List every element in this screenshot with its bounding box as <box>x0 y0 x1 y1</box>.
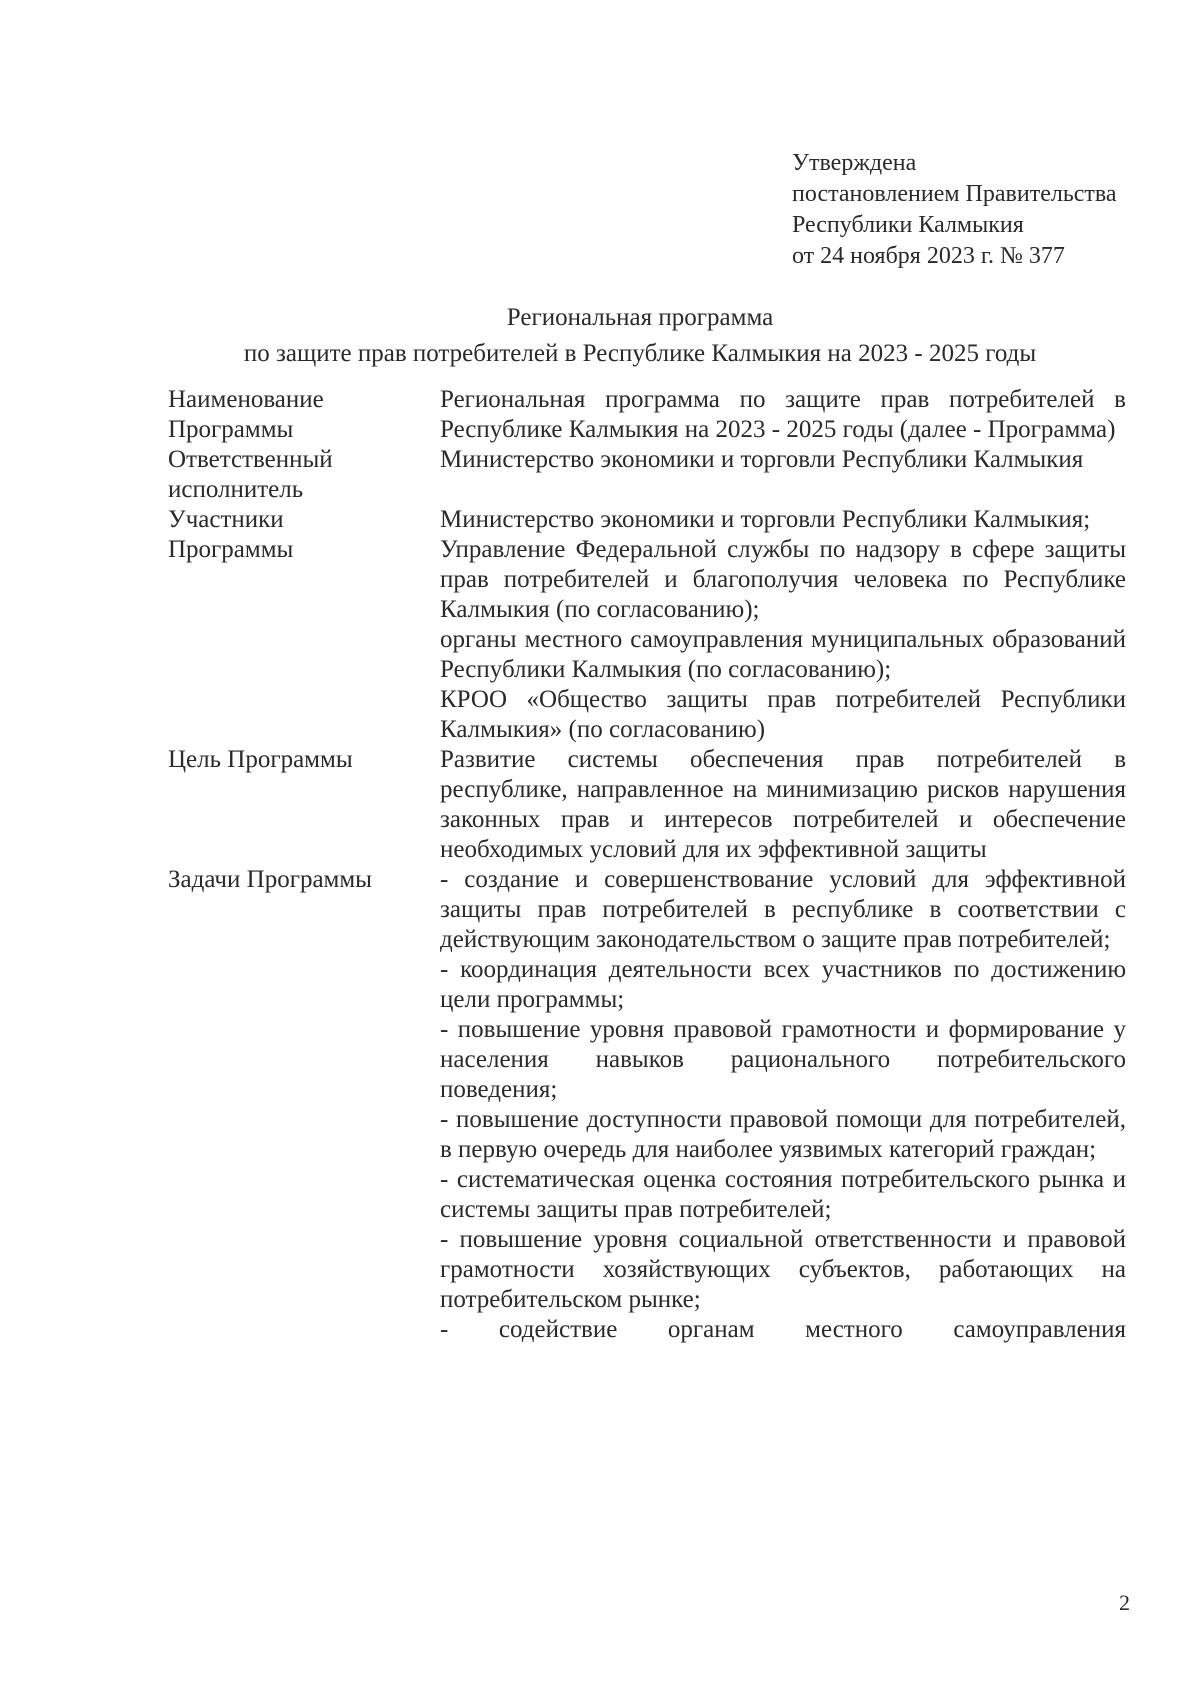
row-value <box>440 745 1126 865</box>
participant-item: органы местного самоуправления муниципальных образований Республики Калмыкия (по согласованию); <box>440 626 1126 683</box>
participant-item: Управление Федеральной службы по надзору в сфере защиты прав потребителей и благополучия человека по Республике Калмыкия (по согласованию); <box>440 536 1126 623</box>
approval-date-line: от 24 ноября 2023 г. № 377 <box>792 243 1065 269</box>
task-item: - содействие органам местного самоуправления <box>440 1316 1126 1343</box>
passport-row-name <box>168 385 1126 445</box>
task-item: - координация деятельности всех участников по достижению цели программы; <box>440 956 1126 1013</box>
task-item: - систематическая оценка состояния потребительского рынка и системы защиты прав потребителей; <box>440 1166 1126 1223</box>
row-label <box>168 445 440 505</box>
row-label <box>168 385 440 445</box>
row-label <box>168 865 440 895</box>
row-label-line: Программы <box>168 416 294 443</box>
participant-item: Министерство экономики и торговли Республики Калмыкия; <box>440 506 1091 533</box>
row-value <box>440 505 1126 745</box>
row-value <box>440 385 1126 445</box>
approval-line: Республики Калмыкия <box>792 212 1024 238</box>
task-item: - повышение доступности правовой помощи для потребителей, в первую очередь для наиболее уязвимых категорий граждан; <box>440 1106 1126 1163</box>
task-item: - повышение уровня правовой грамотности и формирование у населения навыков рационального потребительского поведения; <box>440 1016 1126 1103</box>
title-line: Региональная программа <box>506 304 774 331</box>
row-label <box>168 745 440 775</box>
title-line: по защите прав потребителей в Республике Калмыкия на 2023 - 2025 годы <box>243 340 1037 367</box>
row-value-text: Министерство экономики и торговли Республики Калмыкия <box>440 446 1084 473</box>
row-value <box>440 445 1126 475</box>
row-label-line: Цель Программы <box>168 746 353 773</box>
passport-row-participants <box>168 505 1126 745</box>
row-label-line: Задачи Программы <box>168 866 372 893</box>
approval-line: постановлением Правительства <box>792 181 1117 207</box>
task-item: - создание и совершенствование условий для эффективной защиты прав потребителей в республике в соответствии с действующим законодательством о защите прав потребителей; <box>440 866 1126 953</box>
participant-item: КРОО «Общество защиты прав потребителей Республики Калмыкия» (по согласованию) <box>440 686 1126 743</box>
row-value <box>440 865 1126 1345</box>
row-label-line: Ответственный <box>168 446 333 473</box>
approval-line: Утверждена <box>792 150 917 176</box>
page-number: 2 <box>1119 1590 1130 1615</box>
row-label-line: Наименование <box>168 386 324 413</box>
document-title <box>150 300 1130 372</box>
row-label <box>168 505 440 565</box>
row-label-line: исполнитель <box>168 476 304 503</box>
row-value-text: Развитие системы обеспечения прав потребителей в республике, направленное на минимизацию рисков нарушения законных прав и интересов потребителей и обеспечение необходимых условий для их эффективной защиты <box>440 746 1126 863</box>
passport-row-tasks <box>168 865 1126 1345</box>
approval-stamp <box>792 148 1152 272</box>
program-passport <box>168 385 1126 1345</box>
row-value-text: Региональная программа по защите прав потребителей в Республике Калмыкия на 2023 - 2025 годы (далее - Программа) <box>440 386 1126 443</box>
passport-row-goal <box>168 745 1126 865</box>
row-label-line: Программы <box>168 536 294 563</box>
passport-row-executor <box>168 445 1126 505</box>
row-label-line: Участники <box>168 506 284 533</box>
task-item: - повышение уровня социальной ответственности и правовой грамотности хозяйствующих субъектов, работающих на потребительском рынке; <box>440 1226 1126 1313</box>
